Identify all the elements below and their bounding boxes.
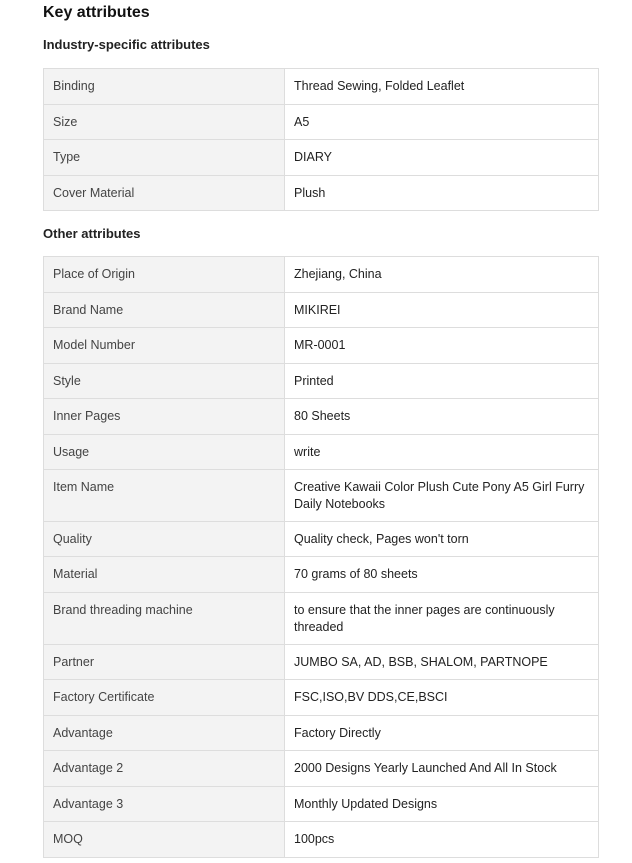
attribute-value: Plush (285, 176, 599, 211)
other-section-title: Other attributes (43, 226, 141, 241)
attribute-key: Brand Name (44, 293, 285, 328)
attribute-key: MOQ (44, 822, 285, 858)
attribute-value: Creative Kawaii Color Plush Cute Pony A5 Girl Furry Daily Notebooks (285, 470, 599, 522)
attribute-key: Model Number (44, 328, 285, 364)
attribute-value: Thread Sewing, Folded Leaflet (285, 69, 599, 105)
attribute-value: Monthly Updated Designs (285, 787, 599, 822)
attribute-value: JUMBO SA, AD, BSB, SHALOM, PARTNOPE (285, 645, 599, 680)
attribute-key: Type (44, 140, 285, 176)
attribute-key: Style (44, 364, 285, 399)
table-row (44, 257, 599, 293)
table-row (44, 557, 599, 593)
attribute-value: 100pcs (285, 822, 599, 858)
attribute-key: Item Name (44, 470, 285, 522)
table-row (44, 293, 599, 328)
industry-attributes-table (43, 68, 599, 211)
attribute-key: Quality (44, 522, 285, 557)
table-row (44, 822, 599, 858)
attribute-value: Zhejiang, China (285, 257, 599, 293)
table-row (44, 787, 599, 822)
attribute-key: Material (44, 557, 285, 593)
table-row (44, 522, 599, 557)
table-row (44, 716, 599, 751)
other-attributes-table (43, 256, 599, 858)
attribute-value: 80 Sheets (285, 399, 599, 435)
attribute-key: Inner Pages (44, 399, 285, 435)
attribute-key: Size (44, 105, 285, 140)
attribute-key: Cover Material (44, 176, 285, 211)
page-title: Key attributes (43, 4, 150, 21)
table-row (44, 364, 599, 399)
industry-section-title: Industry-specific attributes (43, 37, 210, 52)
attribute-key: Place of Origin (44, 257, 285, 293)
attribute-value: A5 (285, 105, 599, 140)
table-row (44, 328, 599, 364)
table-row (44, 69, 599, 105)
attribute-value: MR-0001 (285, 328, 599, 364)
table-row (44, 593, 599, 645)
attribute-key: Binding (44, 69, 285, 105)
attribute-value: Factory Directly (285, 716, 599, 751)
attribute-value: MIKIREI (285, 293, 599, 328)
attribute-value: 70 grams of 80 sheets (285, 557, 599, 593)
attribute-value: to ensure that the inner pages are continuously threaded (285, 593, 599, 645)
attribute-key: Advantage (44, 716, 285, 751)
table-row (44, 105, 599, 140)
attribute-value: FSC,ISO,BV DDS,CE,BSCI (285, 680, 599, 716)
table-row (44, 645, 599, 680)
table-row (44, 435, 599, 470)
table-row (44, 140, 599, 176)
attribute-value: 2000 Designs Yearly Launched And All In Stock (285, 751, 599, 787)
table-row (44, 470, 599, 522)
attribute-key: Advantage 2 (44, 751, 285, 787)
table-row (44, 399, 599, 435)
table-row (44, 176, 599, 211)
attribute-key: Partner (44, 645, 285, 680)
attribute-key: Advantage 3 (44, 787, 285, 822)
table-row (44, 751, 599, 787)
attribute-value: Printed (285, 364, 599, 399)
attribute-key: Brand threading machine (44, 593, 285, 645)
table-row (44, 680, 599, 716)
attribute-value: Quality check, Pages won't torn (285, 522, 599, 557)
attribute-key: Usage (44, 435, 285, 470)
attribute-value: write (285, 435, 599, 470)
attribute-value: DIARY (285, 140, 599, 176)
attribute-key: Factory Certificate (44, 680, 285, 716)
